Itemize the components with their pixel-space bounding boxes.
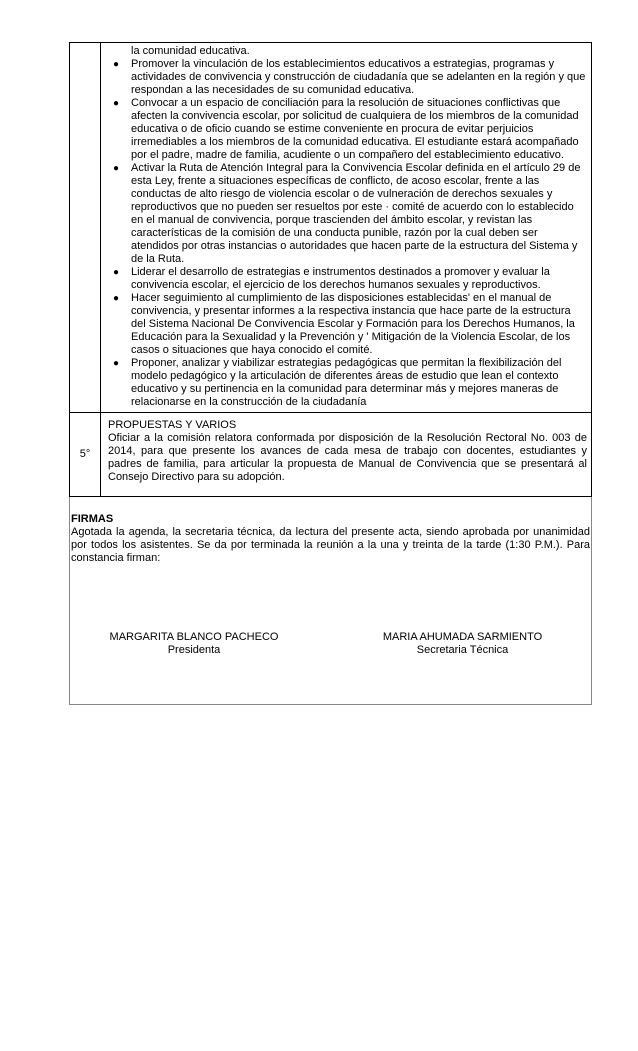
secretary-role: Secretaria Técnica — [416, 644, 509, 656]
bullet-icon: ● — [113, 163, 120, 174]
closing-text: Agotada la agenda, la secretaria técnica, da lectura del presente acta, siendo aprobada por unanimidad por todos los asistentes. Se da por terminada la reunión a la una y treinta de la tarde (1:30 P.M.). Para constancia firman: — [71, 526, 590, 564]
agenda-table — [69, 42, 592, 497]
list-item: ● Convocar a un espacio de conciliación para la resolución de situaciones conflictivas que afecten la convivencia escolar, por solicitud de cualquiera de los miembros de la comunidad educativa o de oficio cuando se estime conveniente en procura de evitar perjuicios irremediables a los miembros de la comunidad educativa. El estudiante estará acompañado por el padre, madre de familia, acudiente o un compañero del establecimiento educativo. — [113, 97, 579, 161]
signature-president — [108, 631, 280, 657]
list-item: ● Proponer, analizar y viabilizar estrategias pedagógicas que permitan la flexibilización del modelo pedagógico y la articulación de diferentes áreas de estudio que lean el contexto educativo y su pertinencia en la comunidad para determinar más y mejores maneras de relacionarse en la construcción de la ciudadanía — [113, 357, 562, 408]
bullet-icon: ● — [113, 293, 120, 304]
functions-list — [108, 58, 587, 409]
document-page — [69, 42, 592, 705]
list-item: ● Liderar el desarrollo de estrategias e instrumentos destinados a promover y evaluar la convivencia escolar, el ejercicio de los derechos humanos sexuales y reproductivos. — [113, 266, 550, 291]
item-number-cell — [70, 43, 101, 412]
secretary-name: MARIA AHUMADA SARMIENTO — [382, 631, 543, 643]
list-item: ● Promover la vinculación de los establecimientos educativos a estrategias, programas y actividades de convivencia y construcción de ciudadanía que se adelanten en la región y que respondan a las necesidades de su comunidad educativa. — [113, 58, 586, 96]
president-name: MARGARITA BLANCO PACHECO — [109, 631, 279, 643]
list-item: ● Hacer seguimiento al cumplimiento de las disposiciones establecidas' en el manual de convivencia, y presentar informes a la respectiva instancia que hace parte de la estructura del Sistema Nacional De Convivencia Escolar y Formación para los Derechos Humanos, la Educación para la Sexualidad y la Prevención y ' Mitigación de la Violencia Escolar, de los casos o situaciones que haya conocido el comité. — [113, 292, 575, 356]
signatures-heading: FIRMAS — [71, 513, 114, 525]
item-text: Oficiar a la comisión relatora conformada por disposición de la Resolución Rectoral No. 003 de 2014, para que presente los avances de cada mesa de trabajo con docentes, estudiantes y padres de familia, para articular la propuesta de Manual de Convivencia que se presentará al Consejo Directivo para su adopción. — [108, 432, 587, 483]
item-title: PROPUESTAS Y VARIOS — [108, 419, 237, 431]
table-row — [70, 412, 591, 496]
signature-section — [69, 497, 592, 705]
bullet-icon: ● — [113, 267, 120, 278]
president-role: Presidenta — [167, 644, 221, 656]
signature-secretary — [370, 631, 555, 657]
item-number: 5° — [70, 413, 101, 496]
item-body-cell — [101, 43, 591, 412]
bullet-icon: ● — [113, 59, 120, 70]
continuation-text: la comunidad educativa. — [131, 45, 250, 57]
item-body-cell — [101, 413, 591, 496]
bullet-icon: ● — [113, 98, 120, 109]
bullet-icon: ● — [113, 358, 120, 369]
table-row — [70, 43, 591, 412]
list-item: ● Activar la Ruta de Atención Integral para la Convivencia Escolar definida en el artículo 29 de esta Ley, frente a situaciones específicas de conflicto, de acoso escolar, frente a las conductas de alto riesgo de violencia escolar o de vulneración de derechos sexuales y reproductivos que no pueden ser resueltos por este · comité de acuerdo con lo establecido en el manual de convivencia, porque trascienden del ámbito escolar, y revistan las características de la comisión de una conducta punible, razón por la cual deben ser atendidos por otras instancias o autoridades que hacen parte de la estructura del Sistema y de la Ruta. — [113, 162, 581, 265]
